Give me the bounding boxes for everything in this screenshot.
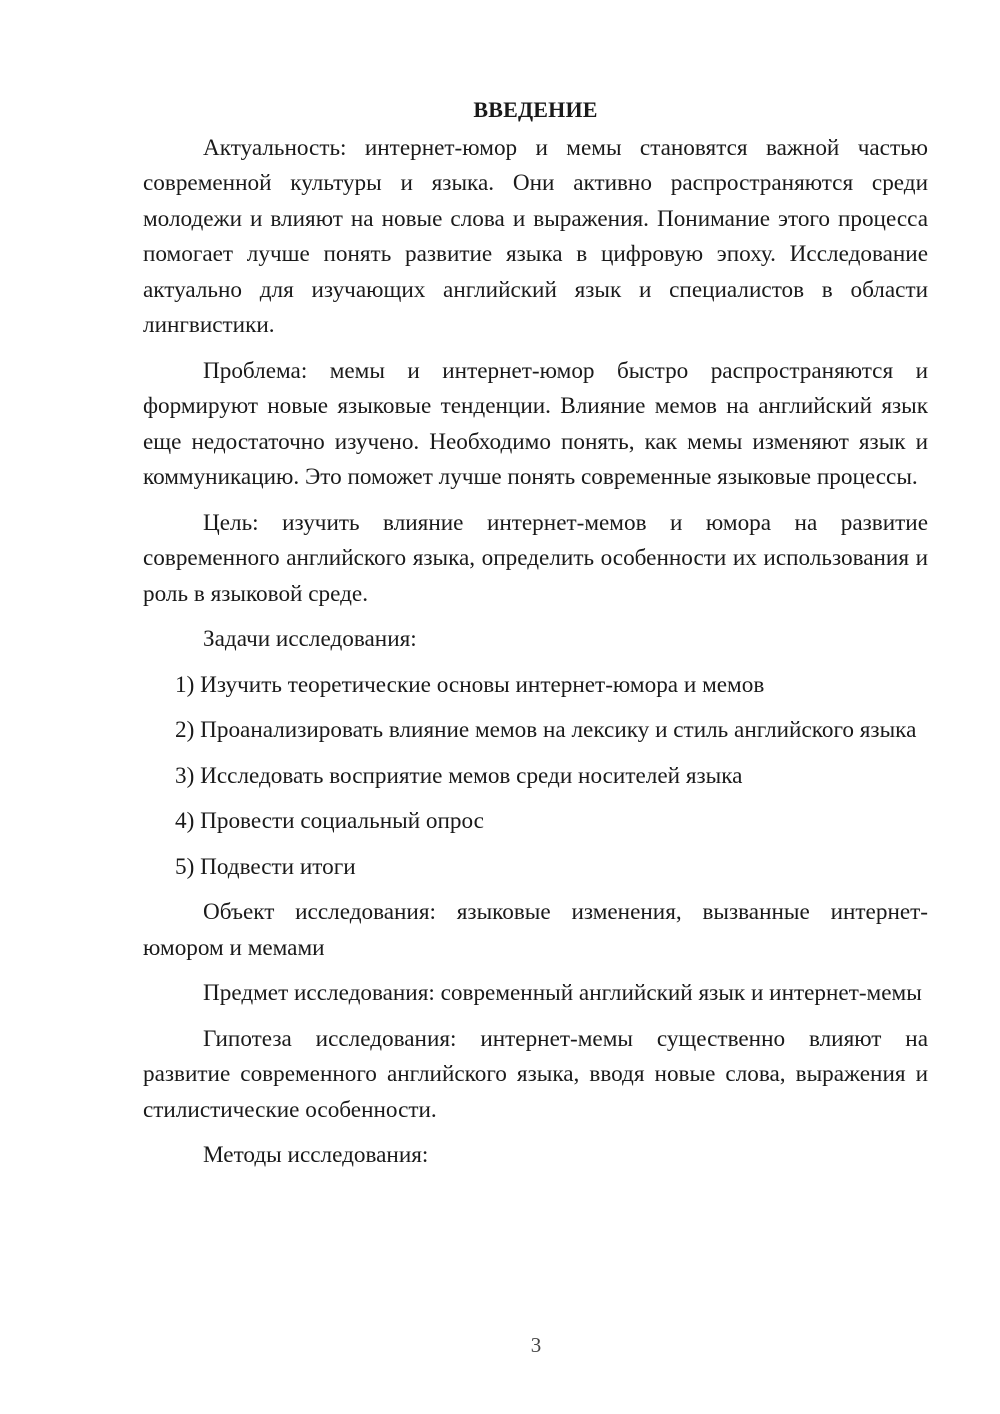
problem-paragraph: Проблема: мемы и интернет-юмор быстро распространяются и формируют новые языковые тенденции. Влияние мемов на английский язык еще недостаточно изучено. Необходимо понять, как мемы изменяют язык и коммуникацию. Это поможет лучше понять современные языковые процессы. <box>143 357 928 490</box>
methods-heading: Методы исследования: <box>203 1142 429 1168</box>
tasks-heading: Задачи исследования: <box>203 626 417 652</box>
task-item-5: 5) Подвести итоги <box>175 853 356 880</box>
page-title: ВВЕДЕНИЕ <box>473 97 598 122</box>
hypothesis-paragraph: Гипотеза исследования: интернет-мемы существенно влияют на развитие современного английского языка, вводя новые слова, выражения и стилистические особенности. <box>143 1025 928 1123</box>
page-content <box>143 92 928 1184</box>
object-paragraph: Объект исследования: языковые изменения, вызванные интернет-юмором и мемами <box>143 899 928 961</box>
relevance-paragraph: Актуальность: интернет-юмор и мемы становятся важной частью современной культуры и языка. Они активно распространяются среди молодежи и влияют на новые слова и выражения. Понимание этого процесса помогает лучше понять развитие языка в цифровую эпоху. Исследование актуально для изучающих английский язык и специалистов в области лингвистики. <box>143 134 928 338</box>
task-item-3: 3) Исследовать восприятие мемов среди носителей языка <box>175 762 743 789</box>
goal-paragraph: Цель: изучить влияние интернет-мемов и юмора на развитие современного английского языка, определить особенности их использования и роль в языковой среде. <box>143 509 928 607</box>
task-item-2: 2) Проанализировать влияние мемов на лексику и стиль английского языка <box>175 717 917 743</box>
page-number: 3 <box>530 1333 542 1357</box>
task-item-4: 4) Провести социальный опрос <box>175 808 484 834</box>
subject-paragraph: Предмет исследования: современный английский язык и интернет-мемы <box>203 980 922 1006</box>
task-item-1: 1) Изучить теоретические основы интернет-юмора и мемов <box>175 671 765 698</box>
